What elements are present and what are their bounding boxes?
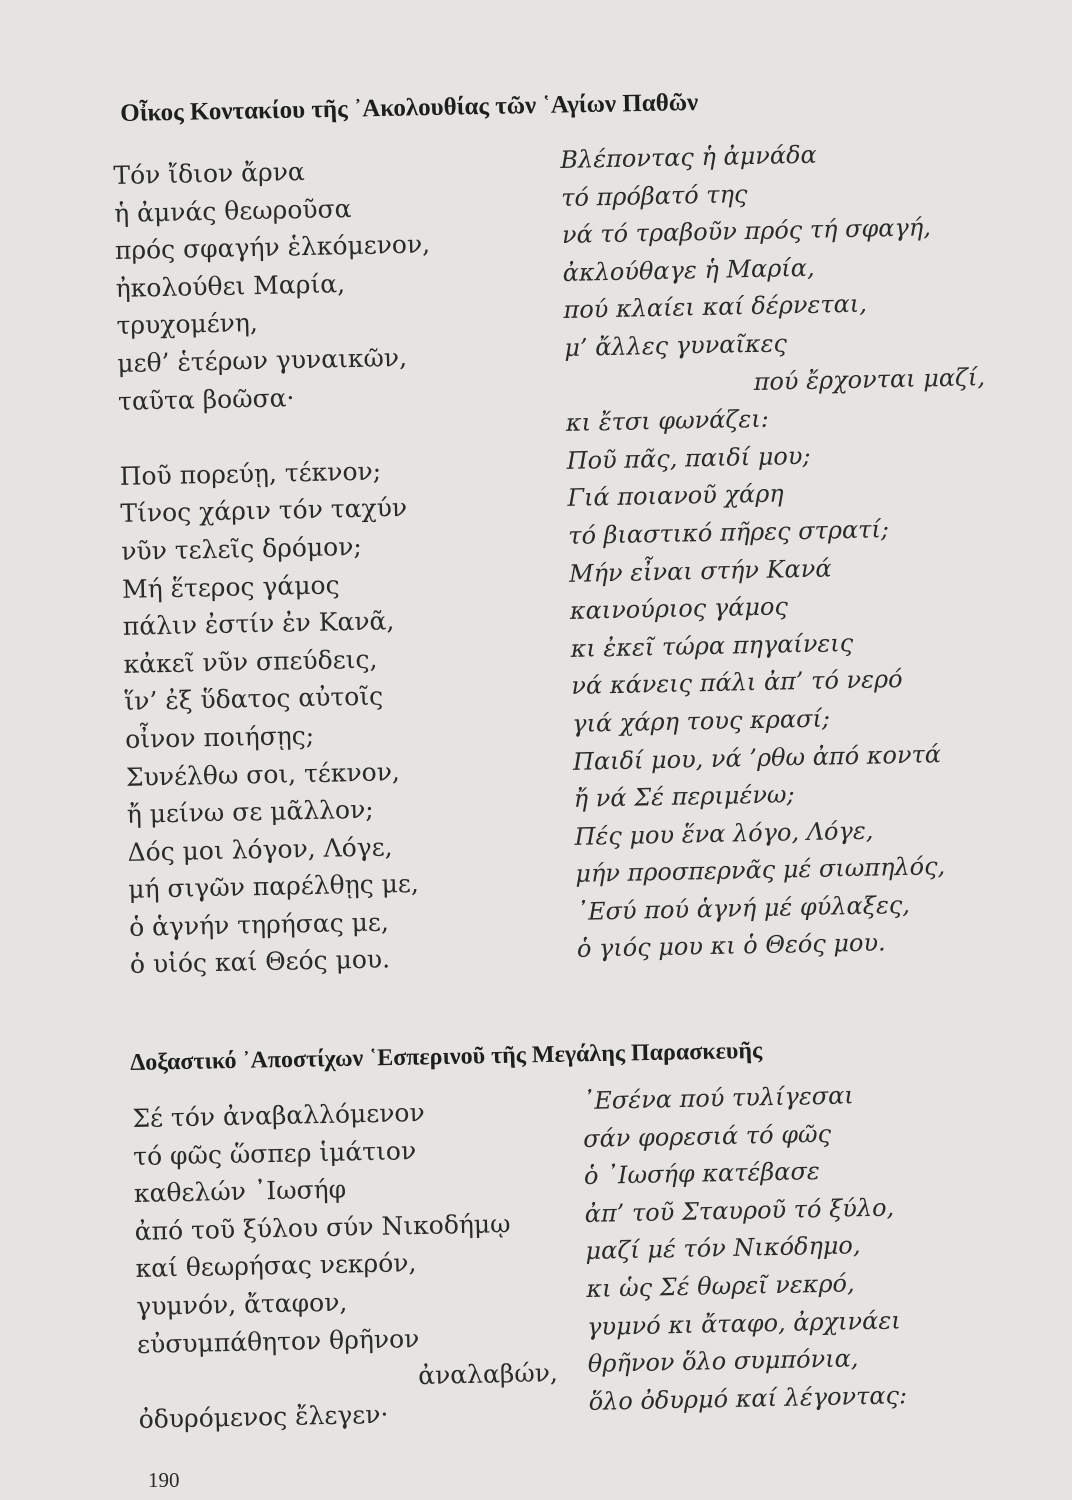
verse-line: σάν φορεσιά τό φῶς bbox=[582, 1119, 832, 1153]
section1-title: Οἶκος Κοντακίου τῆς ᾿Ακολουθίας τῶν ῾Αγίων Παθῶν bbox=[120, 88, 699, 127]
verse-line: γυμνό κι ἄταφο, ἀρχινάει bbox=[586, 1305, 901, 1341]
verse-line: ὁ ᾿Ιωσήφ κατέβασε bbox=[583, 1157, 820, 1191]
verse-line: Ποῦ πορεύῃ, τέκνον; bbox=[119, 456, 382, 491]
verse-line: Μήν εἶναι στήν Κανά bbox=[568, 553, 832, 588]
verse-line: νῦν τελεῖς δρόμον; bbox=[120, 531, 363, 566]
verse-line: Βλέποντας ἡ ἀμνάδα bbox=[560, 140, 817, 174]
verse-line: θρῆνον ὅλο συμπόνια, bbox=[587, 1344, 859, 1379]
verse-line: ἵν’ ἐξ ὕδατος αὐτοῖς bbox=[124, 681, 384, 717]
verse-line: Συνέλθω σοι, τέκνον, bbox=[125, 756, 401, 792]
verse-line: νά κάνεις πάλι ἀπ’ τό νερό bbox=[571, 665, 903, 701]
verse-line: πού ἔρχονται μαζί, bbox=[753, 362, 986, 396]
verse-line: τρυχομένη, bbox=[116, 308, 259, 341]
page-number: 190 bbox=[148, 1468, 180, 1492]
verse-line: Μή ἕτερος γάμος bbox=[121, 569, 340, 604]
section1-ancient-text bbox=[113, 148, 570, 984]
verse-line: κι ἐκεῖ τώρα πηγαίνεις bbox=[570, 628, 854, 663]
verse-line: ὁ γιός μου κι ὁ Θεός μου. bbox=[576, 928, 886, 964]
section2-ancient-text bbox=[132, 1091, 559, 1438]
verse-line: ᾿Εσύ πού ἁγνή μέ φύλαξες, bbox=[575, 890, 911, 926]
verse-line: Ποῦ πᾶς, παιδί μου; bbox=[566, 441, 811, 475]
verse-line: ἀπό τοῦ ξύλου σύν Νικοδήμῳ bbox=[134, 1208, 511, 1246]
section1-modern-text bbox=[560, 133, 997, 969]
verse-line: μ’ ἄλλες γυναῖκες bbox=[564, 329, 788, 362]
verse-line: νά τό τραβοῦν πρός τή σφαγή, bbox=[561, 213, 932, 250]
verse-line: κι ἔτσι φωνάζει: bbox=[565, 404, 770, 438]
verse-line: ὁ ἁγνήν τηρήσας με, bbox=[128, 907, 390, 942]
verse-line: πού κλαίει καί δέρνεται, bbox=[563, 289, 868, 325]
verse-line: ἤ μείνω σε μᾶλλον; bbox=[126, 794, 374, 829]
verse-line: οἶνον ποιήσῃς; bbox=[124, 720, 315, 754]
verse-line: ὀδυρόμενος ἔλεγεν· bbox=[138, 1399, 389, 1434]
verse-line: κι ὡς Σέ θωρεῖ νεκρό, bbox=[586, 1269, 855, 1303]
verse-line: κἀκεῖ νῦν σπεύδεις, bbox=[123, 644, 378, 679]
verse-line: τό φῶς ὥσπερ ἱμάτιον bbox=[132, 1135, 417, 1171]
verse-line: ἀπ’ τοῦ Σταυροῦ τό ξύλο, bbox=[584, 1193, 895, 1228]
section2-title: Δοξαστικό ᾿Αποστίχων ῾Εσπερινοῦ τῆς Μεγάλης Παρασκευῆς bbox=[130, 1037, 763, 1076]
verse-line: Πές μου ἕνα λόγο, Λόγε, bbox=[574, 816, 874, 851]
section2-modern-text bbox=[582, 1075, 969, 1421]
verse-line: ὁ υἱός καί Θεός μου. bbox=[129, 944, 391, 980]
verse-line: ταῦτα βοῶσα· bbox=[117, 382, 295, 416]
verse-line: τό βιαστικό πῆρες στρατί; bbox=[567, 515, 890, 550]
verse-line: γυμνόν, ἄταφον, bbox=[136, 1287, 348, 1321]
verse-line: μήν προσπερνᾶς μέ σιωπηλός, bbox=[575, 852, 946, 889]
verse-line: γιά χάρη τους κρασί; bbox=[571, 704, 831, 738]
verse-line: Γιά ποιανοῦ χάρη bbox=[567, 479, 784, 513]
verse-line: μαζί μέ τόν Νικόδημο, bbox=[585, 1231, 861, 1266]
verse-line: μή σιγῶν παρέλθῃς με, bbox=[128, 869, 420, 905]
verse-line: καινούριος γάμος bbox=[569, 592, 789, 626]
verse-line: ἠκολούθει Μαρία, bbox=[115, 268, 346, 303]
verse-line: ἀναλαβών, bbox=[417, 1358, 559, 1391]
verse-line: ἤ νά Σέ περιμένω; bbox=[573, 780, 795, 813]
verse-line: εὐσυμπάθητον θρῆνον bbox=[136, 1323, 420, 1359]
verse-line: Δός μοι λόγον, Λόγε, bbox=[127, 831, 393, 867]
verse-line: τό πρόβατό της bbox=[560, 179, 748, 212]
verse-line: ἀκλούθαγε ἡ Μαρία, bbox=[562, 253, 815, 287]
verse-line: Παιδί μου, νά ’ρθω ἀπό κοντά bbox=[572, 739, 942, 776]
verse-line: ᾿Εσένα πού τυλίγεσαι bbox=[582, 1081, 854, 1115]
verse-line: Σέ τόν ἀναβαλλόμενον bbox=[132, 1097, 425, 1133]
verse-line: μεθ’ ἑτέρων γυναικῶν, bbox=[117, 342, 408, 378]
verse-line: Τόν ἴδιον ἄρνα bbox=[113, 156, 306, 190]
verse-line: καί θεωρήσας νεκρόν, bbox=[135, 1248, 417, 1284]
verse-line: ὅλο ὀδυρμό καί λέγοντας: bbox=[588, 1381, 908, 1416]
verse-line: πρός σφαγήν ἑλκόμενον, bbox=[114, 229, 431, 266]
verse-line: πάλιν ἐστίν ἐν Κανᾶ, bbox=[122, 606, 395, 642]
verse-line: ἡ ἀμνάς θεωροῦσα bbox=[113, 193, 352, 228]
verse-line: Τίνος χάριν τόν ταχύν bbox=[120, 493, 408, 529]
verse-line: καθελών ᾿Ιωσήφ bbox=[133, 1174, 347, 1209]
